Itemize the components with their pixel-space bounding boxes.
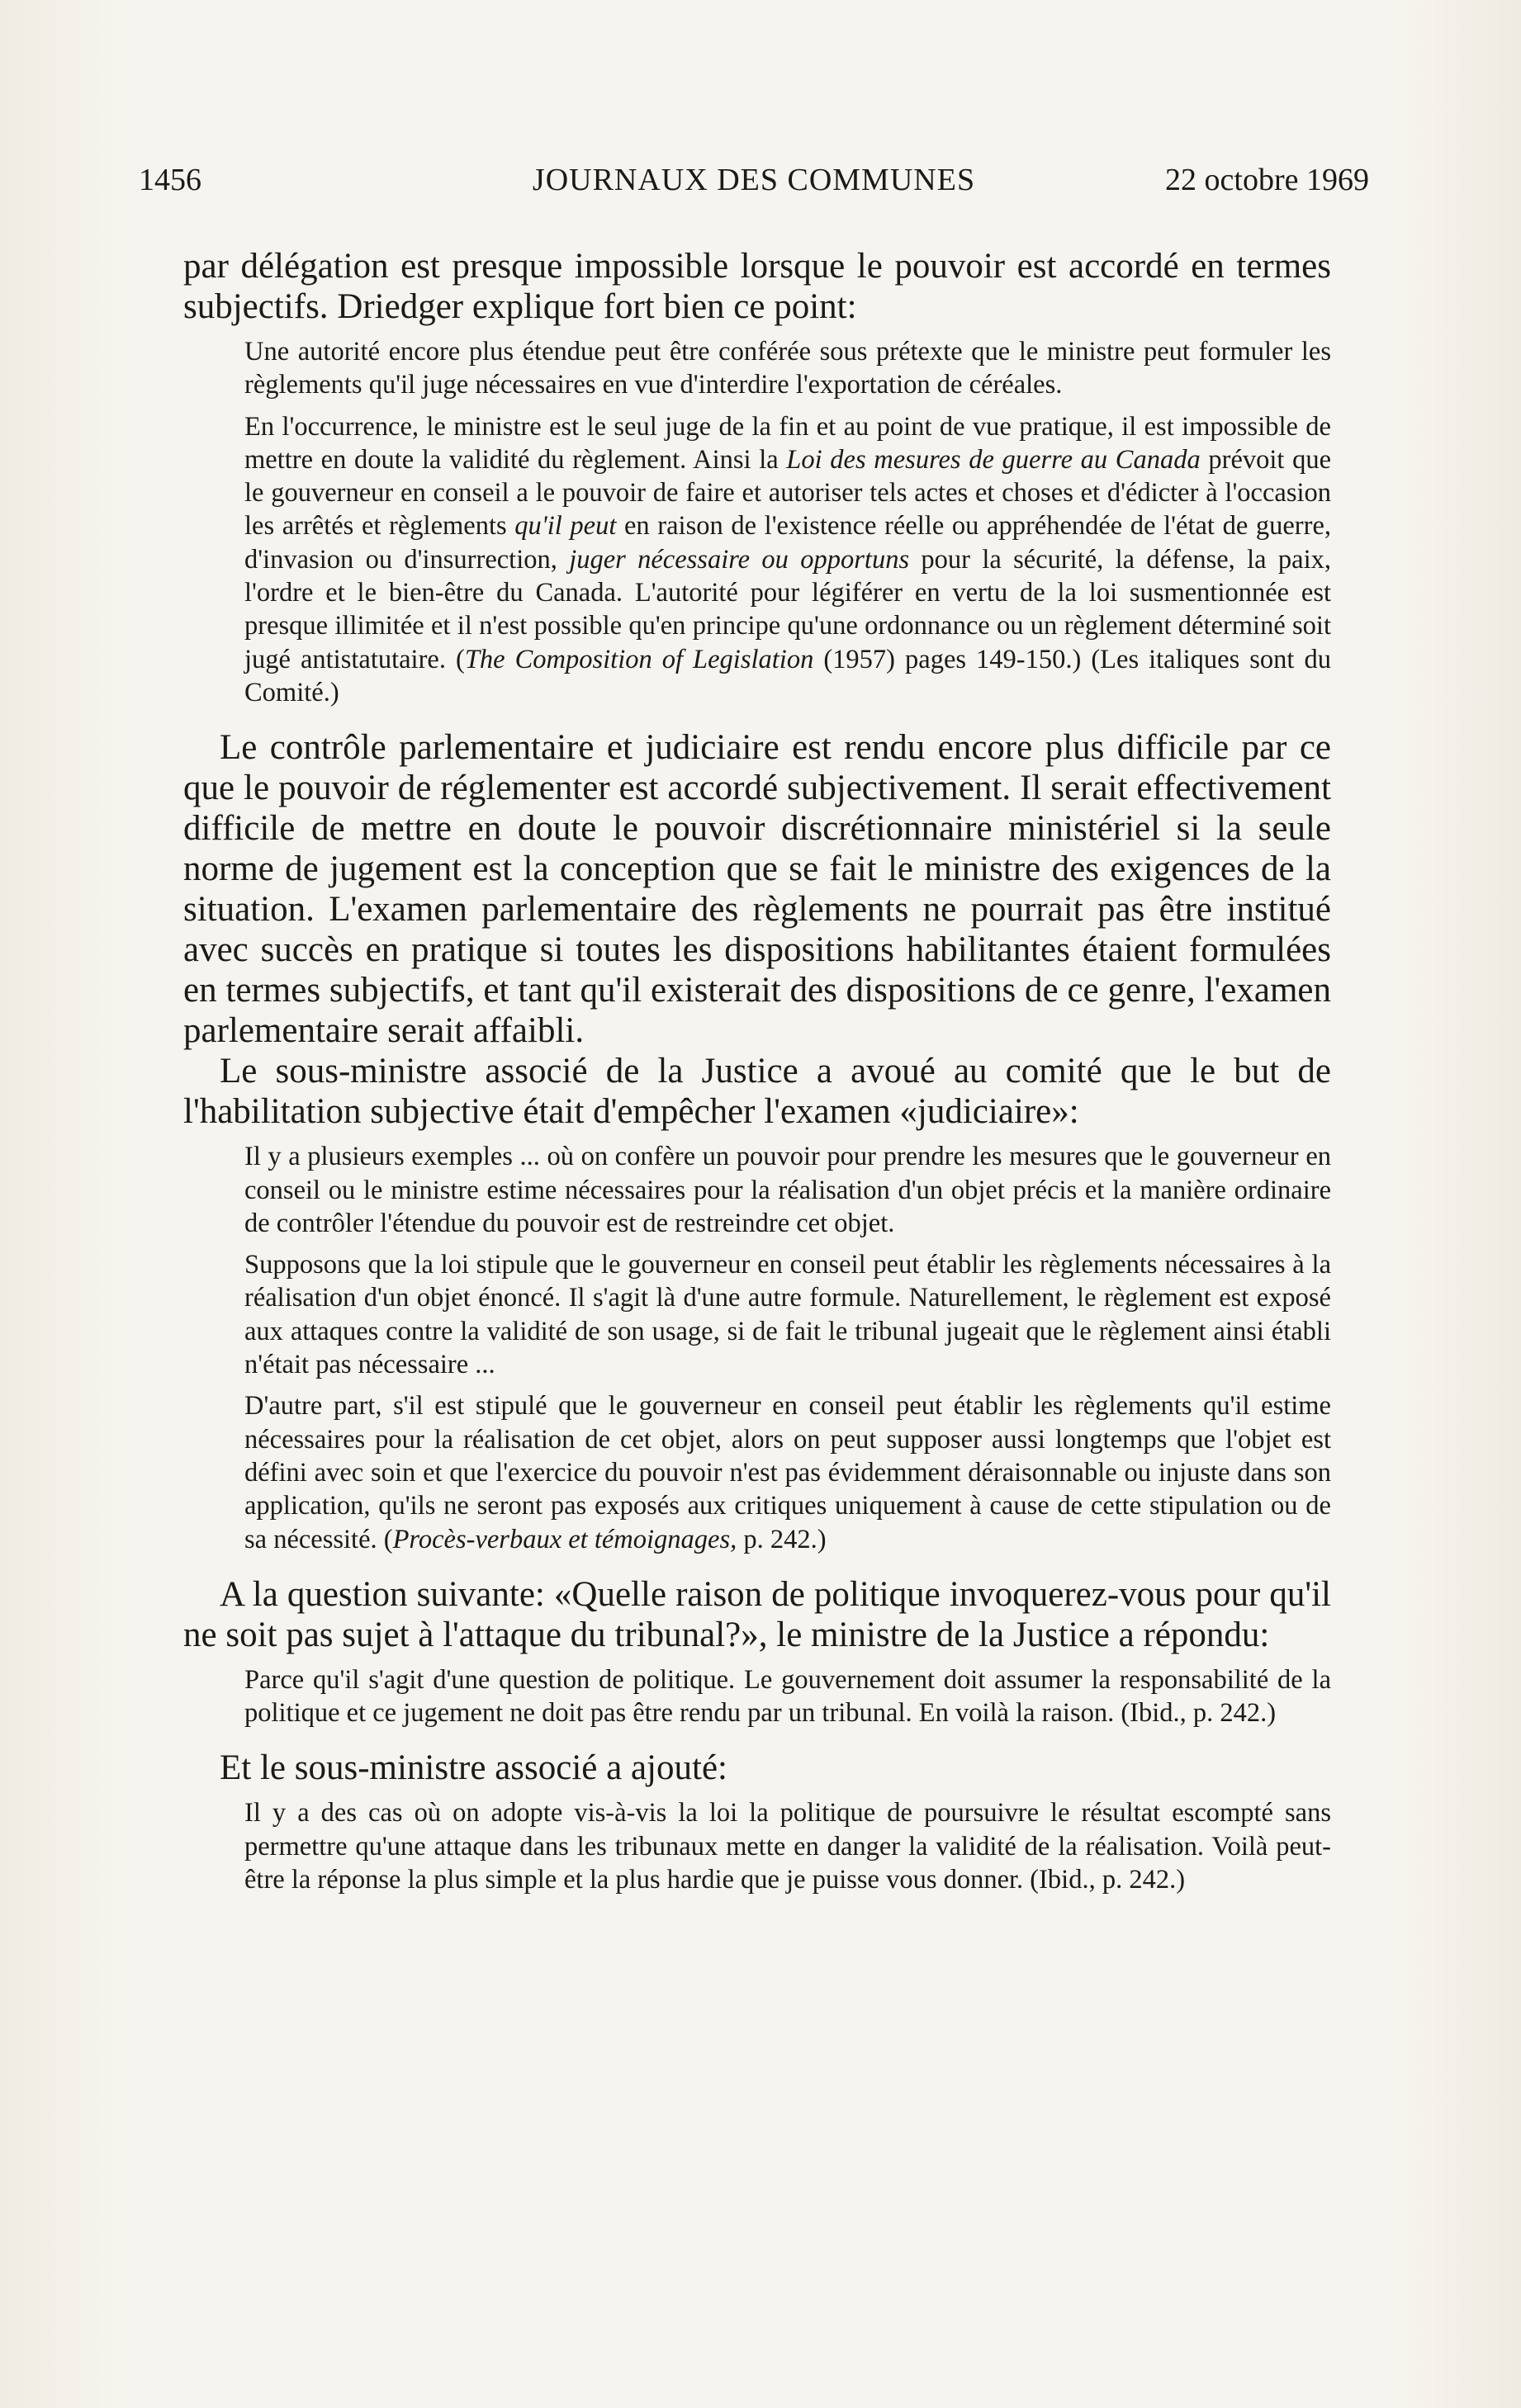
quote-paragraph: Une autorité encore plus étendue peut être conférée sous prétexte que le ministre peut formuler les règlements qu'il juge nécessaires en vue d'interdire l'exportation de céréales. — [244, 337, 1331, 400]
quote-paragraph: Supposons que la loi stipule que le gouverneur en conseil peut établir les règlements nécessaires à la réalisation d'un objet énoncé. Il s'agit là d'une autre formule. Naturellement, le règlement est exposé aux attaques contre la validité de son usage, si de fait le tribunal jugeait que le règlement ainsi établi n'était pas nécessaire ... — [244, 1250, 1331, 1380]
paragraph-3: Le sous-ministre associé de la Justice a avoué au comité que le but de l'habilitation subjective était d'empêcher l'examen «judiciaire»: — [183, 1052, 1331, 1132]
quotation-deputy-minister — [244, 1140, 1331, 1556]
quote-text: pour la sécurité, la défense, la paix, l'ordre et le bien-être du Canada. L'autorité pour légiférer en vertu de la loi susmentionnée est presque illimitée et il n'est possible qu'en principe qu'une ordonnance ou un règlement déterminé soit jugé antistatutaire. ( — [244, 544, 1331, 674]
quotation-associate-deputy — [244, 1796, 1331, 1896]
quote-text: p. 242.) — [737, 1524, 827, 1554]
quote-paragraph: Il y a des cas où on adopte vis-à-vis la loi la politique de poursuivre le résultat escompté sans permettre qu'une attaque dans les tribunaux mette en danger la validité de la réalisation. Voilà peut-être la réponse la plus simple et la plus hardie que je puisse vous donner. (Ibid., p. 242.) — [244, 1798, 1331, 1895]
quote-paragraph: Il y a plusieurs exemples ... où on confère un pouvoir pour prendre les mesures que le gouverneur en conseil ou le ministre estime nécessaires pour la réalisation d'un objet précis et la manière ordinaire de contrôler l'étendue du pouvoir est de restreindre cet objet. — [244, 1142, 1331, 1238]
quote-paragraph: Parce qu'il s'agit d'une question de politique. Le gouvernement doit assumer la responsabilité de la politique et ce jugement ne doit pas être rendu par un tribunal. En voilà la raison. (Ibid., p. 242.) — [244, 1664, 1331, 1729]
quote-italic-text: qu'il peut — [514, 511, 617, 542]
paragraph-4: A la question suivante: «Quelle raison de politique invoquerez-vous pour qu'il ne soit pas sujet à l'attaque du tribunal?», le ministre de la Justice a répondu: — [183, 1574, 1331, 1654]
quote-italic-text: Procès-verbaux et témoignages, — [392, 1524, 737, 1554]
page-content — [183, 246, 1331, 1896]
quote-text: prévoit que le gouverneur en conseil a le pouvoir de faire et autoriser tels actes et choses et d'édicter à l'occasion les arrêtés et règlements — [244, 444, 1331, 542]
header-date: 22 octobre 1969 — [1165, 163, 1369, 197]
quotation-driedger — [244, 335, 1331, 709]
paragraph-5: Et le sous-ministre associé a ajouté: — [220, 1748, 727, 1788]
quote-text: en raison de l'existence réelle ou appréhendée de l'état de guerre, d'invasion ou d'insurrection, — [244, 511, 1332, 575]
quotation-minister — [244, 1663, 1331, 1730]
paragraph-2: Le contrôle parlementaire et judiciaire est rendu encore plus difficile par ce que le pouvoir de réglementer est accordé subjectivement. Il serait effectivement difficile de mettre en doute le pouvoir discrétionnaire ministériel si la seule norme de jugement est la conception que se fait le ministre des exigences de la situation. L'examen parlementaire des règlements ne pourrait pas être institué avec succès en pratique si toutes les dispositions habilitantes étaient formulées en termes subjectifs, et tant qu'il existerait des dispositions de ce genre, l'examen parlementaire serait affaibli. — [183, 728, 1331, 1051]
quote-text: En l'occurrence, le ministre est le seul juge de la fin et au point de vue pratique, il est impossible de mettre en doute la validité du règlement. Ainsi la — [244, 411, 1331, 475]
quote-italic-text: Loi des mesures de guerre au Canada — [786, 444, 1201, 475]
quote-text: (1957) pages 149-150.) (Les italiques sont du Comité.) — [244, 644, 1331, 707]
paragraph-1: par délégation est presque impossible lorsque le pouvoir est accordé en termes subjectifs. Driedger explique fort bien ce point: — [183, 247, 1331, 326]
page-header — [139, 158, 1369, 201]
quote-paragraph — [244, 410, 1331, 710]
page-number: 1456 — [139, 163, 201, 197]
quote-italic-text: The Composition of Legislation — [464, 644, 814, 674]
quote-italic-text: juger nécessaire ou opportuns — [569, 544, 910, 575]
quote-paragraph — [244, 1389, 1331, 1555]
running-title: JOURNAUX DES COMMUNES — [532, 163, 976, 197]
quote-text: D'autre part, s'il est stipulé que le gouverneur en conseil peut établir les règlements qu'il estime nécessaires pour la réalisation de cet objet, alors on peut supposer aussi longtemps que l'objet est défini avec soin et que l'exercice du pouvoir n'est pas évidemment déraisonnable ou injuste dans son application, qu'ils ne seront pas exposés aux critiques uniquement à cause de cette stipulation ou de sa nécessité. ( — [244, 1391, 1331, 1554]
